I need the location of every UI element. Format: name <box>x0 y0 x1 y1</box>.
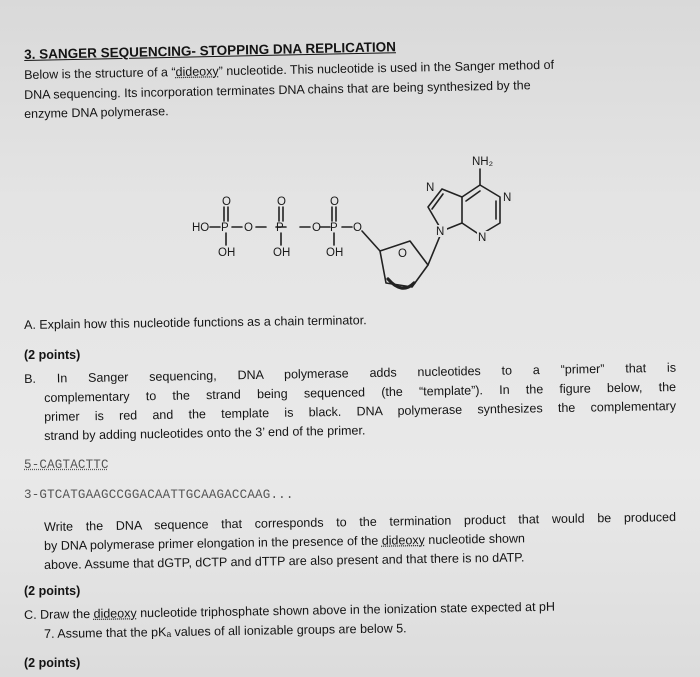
dideoxy-nucleotide-structure <box>180 145 540 305</box>
part-a-points: (2 points) <box>24 348 81 362</box>
n3-label: N <box>478 232 487 244</box>
phosphorus-3: P <box>330 222 338 234</box>
part-c-points: (2 points) <box>24 656 81 670</box>
section-title <box>24 39 396 62</box>
n1-label: N <box>503 192 512 204</box>
intro-line-1-pre: Below is the structure of a “ <box>24 65 176 82</box>
part-b-ask-2-post: nucleotide shown <box>424 531 526 548</box>
dideoxy-term-3: dideoxy <box>93 606 137 621</box>
oxygen-bridge-1: O <box>244 222 253 234</box>
phosphorus-1: P <box>221 222 229 234</box>
phosphorus-2: P <box>276 222 284 234</box>
ring-oxygen: O <box>398 248 407 260</box>
intro-line-3: enzyme DNA polymerase. <box>24 104 169 121</box>
part-c-line-2: 7. Assume that the pKₐ values of all ionizable groups are below 5. <box>44 621 407 641</box>
n7-label: N <box>426 182 435 194</box>
nh2-label: NH₂ <box>472 156 494 168</box>
part-b-line-4: strand by adding nucleotides onto the 3’ end of the primer. <box>44 423 366 443</box>
n9-label: N <box>436 226 445 238</box>
oxygen-ester: O <box>353 222 362 234</box>
oxo-2: O <box>277 196 286 208</box>
part-b-ask-2-pre: by DNA polymerase primer elongation in the presence of the <box>44 533 382 553</box>
template-sequence: 3-GTCATGAAGCCGGACAATTGCAAGACCAAG... <box>24 488 294 502</box>
part-c-line-1 <box>24 600 555 622</box>
oxygen-bridge-2: O <box>312 222 321 234</box>
part-b-line-2: complementary to the strand being sequenced (the “template”). In the figure below, the <box>44 379 677 405</box>
oh-3: OH <box>326 247 344 259</box>
intro-line-1-post: ” nucleotide. This nucleotide is used in the Sanger method of <box>218 57 555 79</box>
dideoxy-term: dideoxy <box>175 64 219 80</box>
part-b-line-1: B. In Sanger sequencing, DNA polymerase adds nucleotides to a “primer” that is <box>24 360 677 386</box>
part-a-question: A. Explain how this nucleotide functions as a chain terminator. <box>24 313 367 332</box>
ho-label: HO <box>192 222 210 234</box>
part-b-ask-2 <box>44 531 525 553</box>
part-b-ask-1: Write the DNA sequence that corresponds to the termination product that would be produced <box>44 510 677 534</box>
intro-line-2: DNA sequencing. Its incorporation terminates DNA chains that are being synthesized by the <box>24 78 531 102</box>
section-title-text: 3. SANGER SEQUENCING- STOPPING DNA REPLICATION <box>24 39 397 62</box>
oxo-3: O <box>330 196 339 208</box>
primer-sequence: 5-CAGTACTTC <box>24 458 109 472</box>
oh-2: OH <box>273 247 291 259</box>
oxo-1: O <box>222 196 231 208</box>
part-c-line-1-pre: C. Draw the <box>24 606 94 622</box>
part-c-line-1-post: nucleotide triphosphate shown above in the ionization state expected at pH <box>136 599 556 621</box>
dideoxy-term-2: dideoxy <box>381 533 425 548</box>
part-b-line-3: primer is red and the template is black. DNA polymerase synthesizes the complementary <box>44 398 677 424</box>
part-b-ask-3: above. Assume that dGTP, dCTP and dTTP are also present and that there is no dATP. <box>44 550 525 572</box>
part-b-points: (2 points) <box>24 584 81 598</box>
oh-1: OH <box>218 247 236 259</box>
